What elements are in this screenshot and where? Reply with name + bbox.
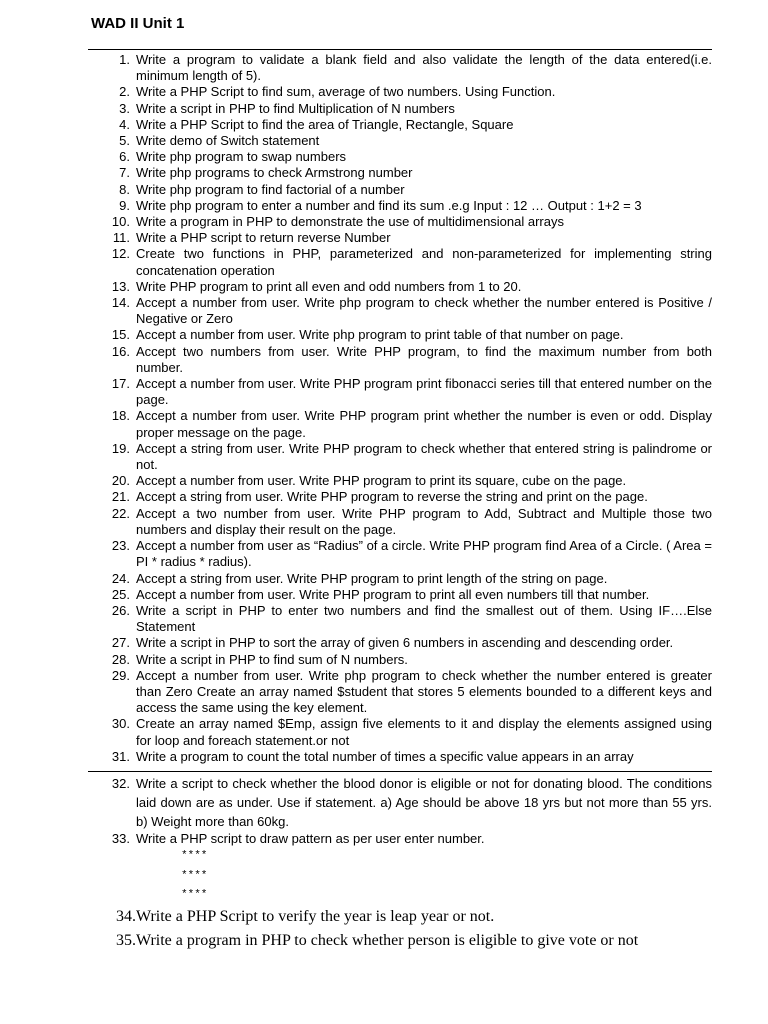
question-text: Write a script to check whether the blood donor is eligible or not for donating blood. The conditions laid down are as under. Use if statement. a) Age should be above 18 yrs but not more than 55 yrs. b) Weight more than 60kg.: [136, 776, 712, 829]
question-number: 29.: [111, 667, 130, 683]
question-text: Accept a number from user. Write PHP program print whether the number is even or odd. Display proper message on the page.: [136, 408, 712, 440]
question-text: Accept a number from user as “Radius” of a circle. Write PHP program find Area of a Circle. ( Area = PI * radius * radius).: [136, 538, 712, 570]
question-list-continued: [90, 774, 712, 847]
pattern-block: [181, 847, 207, 906]
question-text: Write a program to count the total number of times a specific value appears in an array: [136, 748, 634, 764]
question-item: [90, 182, 712, 198]
question-item: [90, 905, 712, 929]
section-divider: [88, 771, 712, 772]
page-title: WAD II Unit 1: [91, 15, 185, 32]
question-text: Write a script in PHP to sort the array of given 6 numbers in ascending and descending order.: [136, 635, 674, 651]
question-number: 20.: [111, 473, 130, 489]
question-number: 32.: [111, 776, 130, 791]
question-item: [90, 408, 712, 440]
question-text: Accept two numbers from user. Write PHP program, to find the maximum number from both number.: [136, 343, 712, 375]
question-item: [90, 117, 712, 133]
question-number: 16.: [111, 343, 130, 359]
question-number: 14.: [111, 295, 130, 311]
question-text: Accept a string from user. Write PHP program to print length of the string on page.: [136, 570, 608, 586]
question-item: [90, 198, 712, 214]
question-text: Accept a two number from user. Write PHP program to Add, Subtract and Multiple those two numbers and display their result on the page.: [136, 505, 712, 537]
pattern-row: ****: [181, 869, 208, 882]
question-item: [90, 652, 712, 668]
question-item: [90, 538, 712, 570]
question-text: Accept a string from user. Write PHP program to reverse the string and print on the page.: [136, 489, 648, 505]
question-text: Write a script in PHP to find sum of N numbers.: [136, 651, 408, 667]
question-item: [90, 327, 712, 343]
question-item: [90, 279, 712, 295]
question-number: 5.: [119, 133, 130, 149]
question-number: 21.: [111, 489, 130, 505]
question-text: Write demo of Switch statement: [136, 133, 320, 149]
question-text: Write php programs to check Armstrong number: [136, 165, 413, 181]
question-text: Accept a number from user. Write php program to print table of that number on page.: [136, 327, 624, 343]
question-number: 35.: [116, 932, 136, 949]
question-number: 8.: [119, 181, 130, 197]
question-item: [90, 831, 712, 847]
question-item: [90, 52, 712, 84]
question-number: 11.: [112, 230, 130, 246]
question-text: Accept a string from user. Write PHP program to check whether that entered string is palindrome or not.: [136, 440, 712, 473]
question-text: Write a PHP Script to find the area of Triangle, Rectangle, Square: [136, 116, 514, 132]
question-item: [90, 344, 712, 376]
question-number: 30.: [111, 716, 130, 732]
question-number: 33.: [111, 831, 130, 846]
question-number: 9.: [119, 197, 130, 213]
question-number: 18.: [111, 408, 130, 424]
question-number: 10.: [111, 214, 130, 230]
question-text: Accept a number from user. Write PHP program to print all even numbers till that number.: [136, 586, 650, 602]
pattern-row: ****: [181, 889, 208, 901]
question-number: 22.: [111, 505, 130, 521]
question-text: Write a program in PHP to demonstrate the use of multidimensional arrays: [136, 214, 564, 230]
question-item: [90, 165, 712, 181]
question-text: Accept a number from user. Write php program to check whether the number entered is Positive / Negative or Zero: [136, 295, 712, 327]
question-number: 12.: [111, 246, 130, 262]
question-item: [90, 295, 712, 327]
question-number: 25.: [111, 586, 130, 602]
question-text: Write PHP program to print all even and odd numbers from 1 to 20.: [136, 278, 522, 294]
question-text: Write a script in PHP to enter two numbers and find the smallest out of them. Using IF….Else Statement: [136, 602, 712, 635]
question-number: 2.: [119, 84, 130, 100]
question-number: 24.: [111, 570, 130, 586]
question-text: Write php program to find factorial of a number: [136, 181, 405, 197]
question-text: Create an array named $Emp, assign five elements to it and display the elements assigned using for loop and foreach statement.or not: [136, 716, 712, 748]
question-text: Accept a number from user. Write PHP program print fibonacci series till that entered number on the page.: [136, 376, 712, 408]
question-item: [90, 506, 712, 538]
question-text: Accept a number from user. Write php program to check whether the number entered is greater than Zero Create an array named $student that stores 5 elements bounded to a different keys and access the same using the key element.: [136, 667, 712, 716]
question-item: [90, 214, 712, 230]
question-number: 23.: [111, 538, 130, 554]
question-item: [90, 376, 712, 408]
question-item: [90, 571, 712, 587]
question-list-final: [90, 905, 712, 953]
question-text: Write a PHP Script to find sum, average of two numbers. Using Function.: [136, 84, 556, 100]
question-item: [90, 668, 712, 717]
question-number: 6.: [119, 149, 130, 165]
question-item: [90, 587, 712, 603]
question-text: Write a script in PHP to find Multiplication of N numbers: [136, 100, 455, 116]
question-item: [90, 441, 712, 473]
question-number: 17.: [111, 376, 130, 392]
question-item: [90, 603, 712, 635]
question-text: Create two functions in PHP, parameterized and non-parameterized for implementing string concatenation operation: [136, 246, 712, 278]
question-text: Write a program to validate a blank field and also validate the length of the data entered(i.e. minimum length of 5).: [136, 52, 712, 84]
question-number: 7.: [119, 165, 130, 181]
question-number: 3.: [119, 100, 130, 116]
question-number: 19.: [111, 440, 130, 456]
question-list: [90, 52, 712, 765]
header-divider: [88, 49, 712, 50]
question-item: [90, 133, 712, 149]
question-text: Write a PHP script to draw pattern as per user enter number.: [136, 831, 485, 846]
question-item: [90, 716, 712, 748]
question-item: [90, 774, 712, 831]
question-text: Write php program to enter a number and find its sum .e.g Input : 12 … Output : 1+2 = 3: [136, 197, 642, 213]
question-number: 13.: [111, 278, 130, 294]
question-number: 1.: [119, 52, 130, 67]
question-item: [90, 149, 712, 165]
question-item: [90, 489, 712, 505]
question-number: 28.: [111, 651, 130, 667]
question-item: [90, 635, 712, 651]
question-number: 15.: [111, 327, 130, 343]
question-number: 26.: [111, 602, 130, 618]
question-item: [90, 473, 712, 489]
question-item: [90, 101, 712, 117]
question-text: Write php program to swap numbers: [136, 149, 347, 165]
question-text: Write a PHP script to return reverse Number: [136, 230, 391, 246]
question-item: [90, 84, 712, 100]
pattern-row: ****: [181, 850, 208, 862]
question-item: [90, 929, 712, 953]
question-number: 34.: [116, 908, 136, 925]
question-text: Write a program in PHP to check whether person is eligible to give vote or not: [136, 932, 639, 949]
question-text: Accept a number from user. Write PHP program to print its square, cube on the page.: [136, 473, 627, 489]
question-number: 31.: [111, 748, 130, 764]
question-text: Write a PHP Script to verify the year is leap year or not.: [136, 908, 495, 925]
question-number: 27.: [111, 635, 130, 651]
question-number: 4.: [119, 116, 130, 132]
question-item: [90, 230, 712, 246]
question-item: [90, 749, 712, 765]
question-item: [90, 246, 712, 278]
